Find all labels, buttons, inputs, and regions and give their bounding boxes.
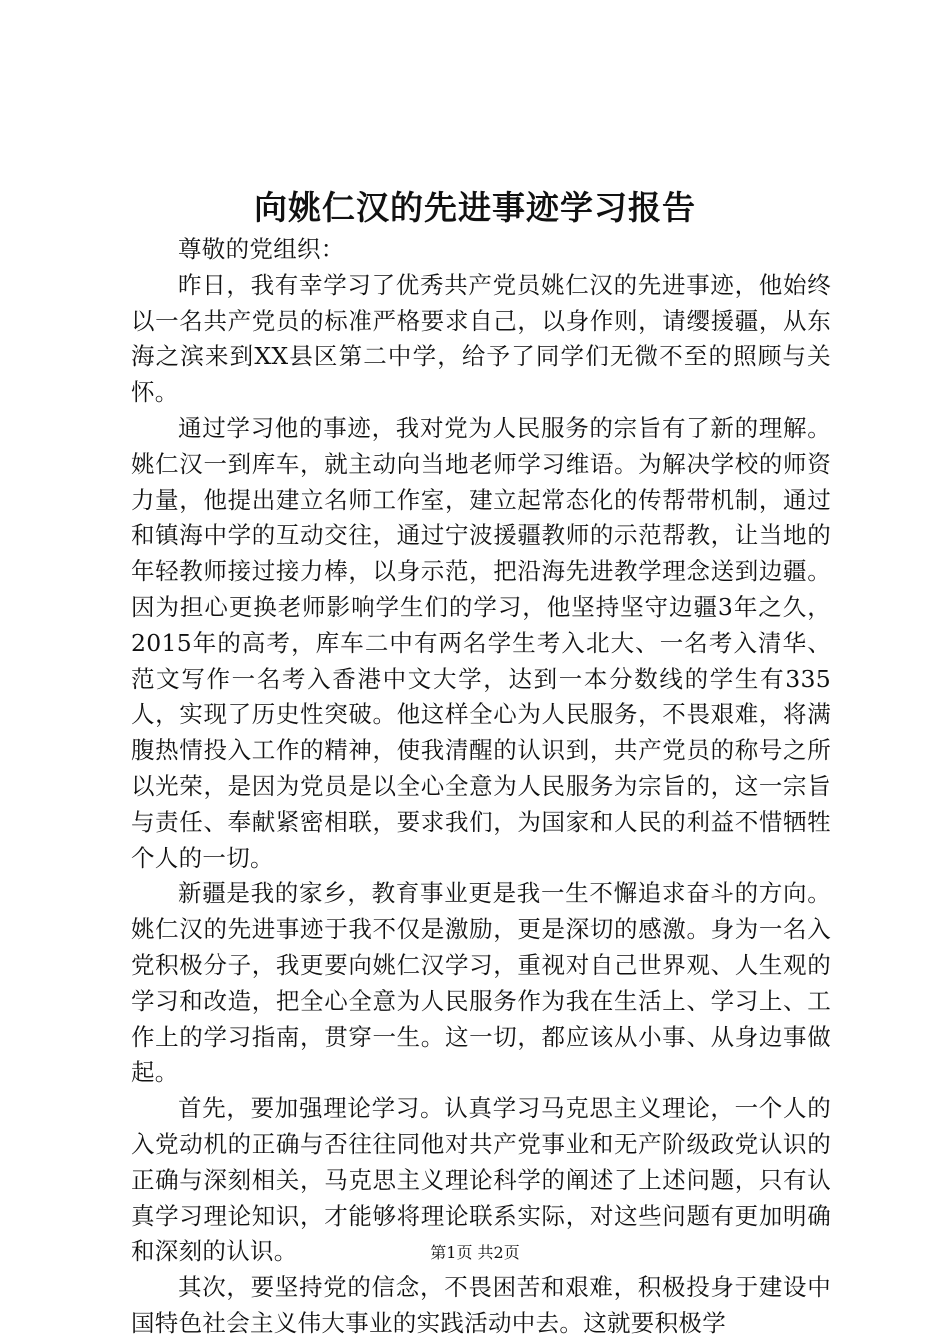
document-title: 向姚仁汉的先进事迹学习报告 (254, 188, 696, 227)
paragraph-3: 新疆是我的家乡，教育事业更是我一生不懈追求奋斗的方向。姚仁汉的先进事迹于我不仅是激励，更是深切的感激。身为一名入党积极分子，我更要向姚仁汉学习，重视对自己世界观、人生观的学习和改造，把全心全意为人民服务作为我在生活上、学习上、工作上的学习指南，贯穿一生。这一切，都应该从小事、从身边事做起。 (131, 879, 831, 1087)
paragraph-4: 首先，要加强理论学习。认真学习马克思主义理论，一个人的入党动机的正确与否往往同他对共产党事业和无产阶级政党认识的正确与深刻相关，马克思主义理论科学的阐述了上述问题，只有认真学习理论知识，才能够将理论联系实际，对这些问题有更加明确和深刻的认识。 (131, 1094, 831, 1266)
document-body (131, 232, 831, 1342)
paragraph-2: 通过学习他的事迹，我对党为人民服务的宗旨有了新的理解。姚仁汉一到库车，就主动向当地老师学习维语。为解决学校的师资力量，他提出建立名师工作室，建立起常态化的传帮带机制，通过和镇海中学的互动交往，通过宁波援疆教师的示范帮教，让当地的年轻教师接过接力棒，以身示范，把沿海先进教学理念送到边疆。因为担心更换老师影响学生们的学习，他坚持坚守边疆3年之久，2015年的高考，库车二中有两名学生考入北大、一名考入清华、范文写作一名考入香港中文大学，达到一本分数线的学生有335人，实现了历史性突破。他这样全心为人民服务，不畏艰难，将满腹热情投入工作的精神，使我清醒的认识到，共产党员的称号之所以光荣，是因为党员是以全心全意为人民服务为宗旨的，这一宗旨与责任、奉献紧密相联，要求我们，为国家和人民的利益不惜牺牲个人的一切。 (131, 413, 831, 872)
paragraph-1: 昨日，我有幸学习了优秀共产党员姚仁汉的先进事迹，他始终以一名共产党员的标准严格要求自己，以身作则，请缨援疆，从东海之滨来到XX县区第二中学，给予了同学们无微不至的照顾与关怀。 (131, 270, 831, 407)
paragraph-5: 其次，要坚持党的信念，不畏困苦和艰难，积极投身于建设中国特色社会主义伟大事业的实践活动中去。这就要积极学 (131, 1273, 831, 1337)
page-number-footer: 第1页 共2页 (430, 1243, 520, 1262)
salutation: 尊敬的党组织： (178, 235, 345, 263)
